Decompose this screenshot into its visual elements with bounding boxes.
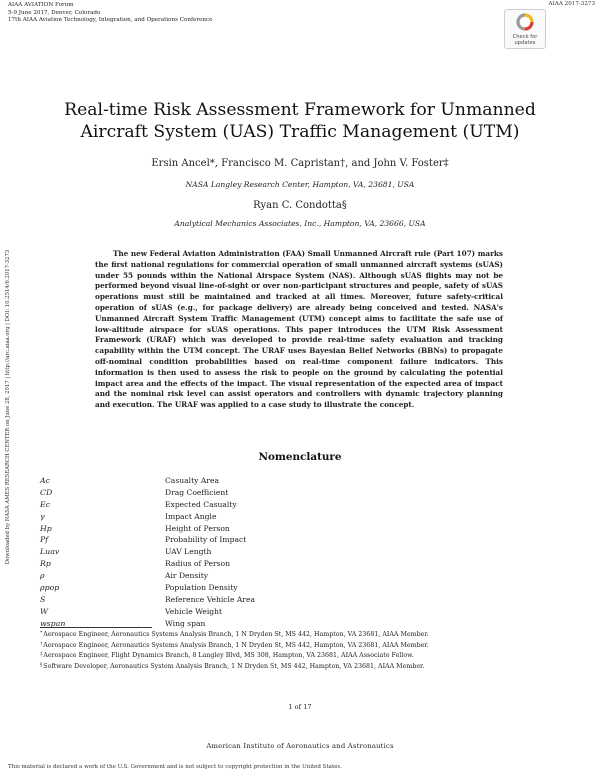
nomenclature-row (40, 546, 400, 558)
affiliation-2: Analytical Mechanics Associates, Inc., Hampton, VA, 23666, USA (174, 219, 426, 228)
badge-label-line2: updates (514, 39, 536, 46)
footnote (40, 650, 560, 661)
paper-title (40, 99, 560, 143)
nomenclature-row (40, 487, 400, 499)
nomenclature-row (40, 499, 400, 511)
nomenclature-symbol: Ac (40, 476, 50, 485)
document-id: AIAA 2017-3273 (548, 1, 595, 7)
abstract: The new Federal Aviation Administration (FAA) Small Unmanned Aircraft rule (Part 107) marks the first national regulations for commercial operation of small unmanned aircraft systems (sUAS) under 55 pounds within the National Airspace System (NAS). Although sUAS flights may not be performed beyond visual line-of-sight or over non-participant structures and people, safety of sUAS operations must still be maintained and tracked at all times. Moreover, future safety-critical operation of sUAS (e.g., for package delivery) are already being conceived and tested. NASA's Unmanned Aircraft System Traffic Management (UTM) concept aims to facilitate the safe use of low-altitude airspace for sUAS operations. This paper introduces the UTM Risk Assessment Framework (URAF) which was developed to provide real-time safety evaluation and tracking capability within the UTM concept. The URAF uses Bayesian Belief Networks (BBNs) to propagate off-nominal condition probabilities based on real-time component failure indicators. This information is then used to assess the risk to people on the ground by calculating the potential impact area and the effects of the impact. The visual representation of the expected area of impact and the nominal risk level can assist operators and controllers with dynamic trajectory planning and execution. The URAF was applied to a case study to illustrate the concept. (95, 249, 503, 410)
badge-label (505, 35, 545, 46)
nomenclature-symbol: ρpop (40, 583, 60, 593)
nomenclature-definition: Reference Vehicle Area (165, 594, 256, 604)
nomenclature-row (40, 534, 400, 546)
footnote (40, 629, 560, 640)
nomenclature-row (40, 523, 400, 535)
header-line: 5-9 June 2017, Denver, Colorado (8, 9, 101, 16)
affiliation-1: NASA Langley Research Center, Hampton, VA, 23681, USA (185, 180, 415, 189)
footnote-mark: ‡ (40, 652, 43, 658)
header-line: 17th AIAA Aviation Technology, Integration, and Operations Conference (8, 17, 213, 24)
footnote-text: Aerospace Engineer, Aeronautics Systems Analysis Branch, 1 N Dryden St, MS 442, Hampton, VA 23681, AIAA Member. (43, 631, 429, 638)
nomenclature-row (40, 606, 400, 618)
nomenclature-row (40, 582, 400, 594)
nomenclature-row (40, 570, 400, 582)
header-line: AIAA AVIATION Forum (8, 2, 74, 8)
nomenclature-row (40, 594, 400, 606)
nomenclature-symbol: CD (40, 487, 53, 497)
footnote (40, 661, 560, 672)
footnote-mark: * (40, 631, 43, 636)
nomenclature-symbol: Rp (40, 559, 51, 569)
check-for-updates-badge[interactable] (504, 9, 546, 49)
title-line-2: Aircraft System (UAS) Traffic Management (UTM) (80, 122, 520, 142)
footnote (40, 640, 560, 651)
footnote-rule (40, 627, 152, 628)
nomenclature-definition: Height of Person (165, 523, 230, 533)
organization-footer: American Institute of Aeronautics and Astronautics (206, 742, 394, 750)
nomenclature-symbol: wspan (40, 618, 66, 628)
badge-label-line1: Check for (512, 34, 538, 40)
nomenclature-definition: Radius of Person (165, 559, 230, 569)
nomenclature-symbol: W (40, 606, 49, 616)
footnote-mark: † (40, 641, 43, 647)
nomenclature-definition: Air Density (165, 571, 209, 581)
footnote-mark: § (40, 662, 43, 668)
nomenclature-definition: Population Density (165, 583, 238, 593)
nomenclature-symbol: γ (40, 511, 45, 521)
nomenclature-symbol: Hp (40, 523, 52, 533)
nomenclature-row (40, 558, 400, 570)
footnote-text: Software Developer, Aeronautics System Analysis Branch, 1 N Dryden St, MS 442, Hampton, VA 23681, AIAA Member. (43, 662, 425, 670)
footnotes (40, 629, 560, 671)
nomenclature-list (40, 475, 400, 630)
footnote-text: Aerospace Engineer, Flight Dynamics Branch, 8 Langley Blvd, MS 308, Hampton, VA 23681, AIAA Associate Fellow. (43, 652, 414, 660)
nomenclature-row (40, 511, 400, 523)
nomenclature-definition: Impact Angle (165, 511, 217, 521)
update-ring-icon (516, 13, 534, 33)
download-side-note: Downloaded by NASA AMES RESEARCH CENTER on June 28, 2017 | http://arc.aiaa.org | DOI: 10.2514/6.2017-3273 (5, 249, 11, 565)
nomenclature-symbol: Ec (40, 499, 51, 509)
nomenclature-symbol: Pf (40, 535, 49, 545)
nomenclature-heading: Nomenclature (258, 451, 342, 463)
nomenclature-row (40, 475, 400, 487)
nomenclature-definition: Drag Coefficient (165, 487, 229, 497)
nomenclature-symbol: S (40, 594, 46, 604)
conference-header (8, 2, 212, 25)
nomenclature-definition: Expected Casualty (165, 499, 237, 509)
authors-line-2: Ryan C. Condotta§ (253, 200, 347, 211)
nomenclature-symbol: Luav (40, 547, 60, 557)
nomenclature-definition: Casualty Area (165, 476, 219, 485)
footnote-text: Aerospace Engineer, Aeronautics Systems Analysis Branch, 1 N Dryden St, MS 442, Hampton, VA 23681, AIAA Member. (43, 641, 429, 649)
nomenclature-symbol: ρ (40, 571, 45, 581)
nomenclature-definition: Probability of Impact (165, 535, 247, 545)
nomenclature-definition: Wing span (165, 618, 206, 628)
nomenclature-definition: Vehicle Weight (165, 606, 223, 616)
authors-line-1: Ersin Ancel*, Francisco M. Capristan†, and John V. Foster‡ (151, 158, 449, 169)
nomenclature-definition: UAV Length (165, 547, 212, 557)
page-number: 1 of 17 (288, 703, 312, 711)
copyright-note: This material is declared a work of the U.S. Government and is not subject to copyright protection in the United States. (8, 764, 342, 770)
title-line-1: Real-time Risk Assessment Framework for Unmanned (64, 100, 536, 120)
